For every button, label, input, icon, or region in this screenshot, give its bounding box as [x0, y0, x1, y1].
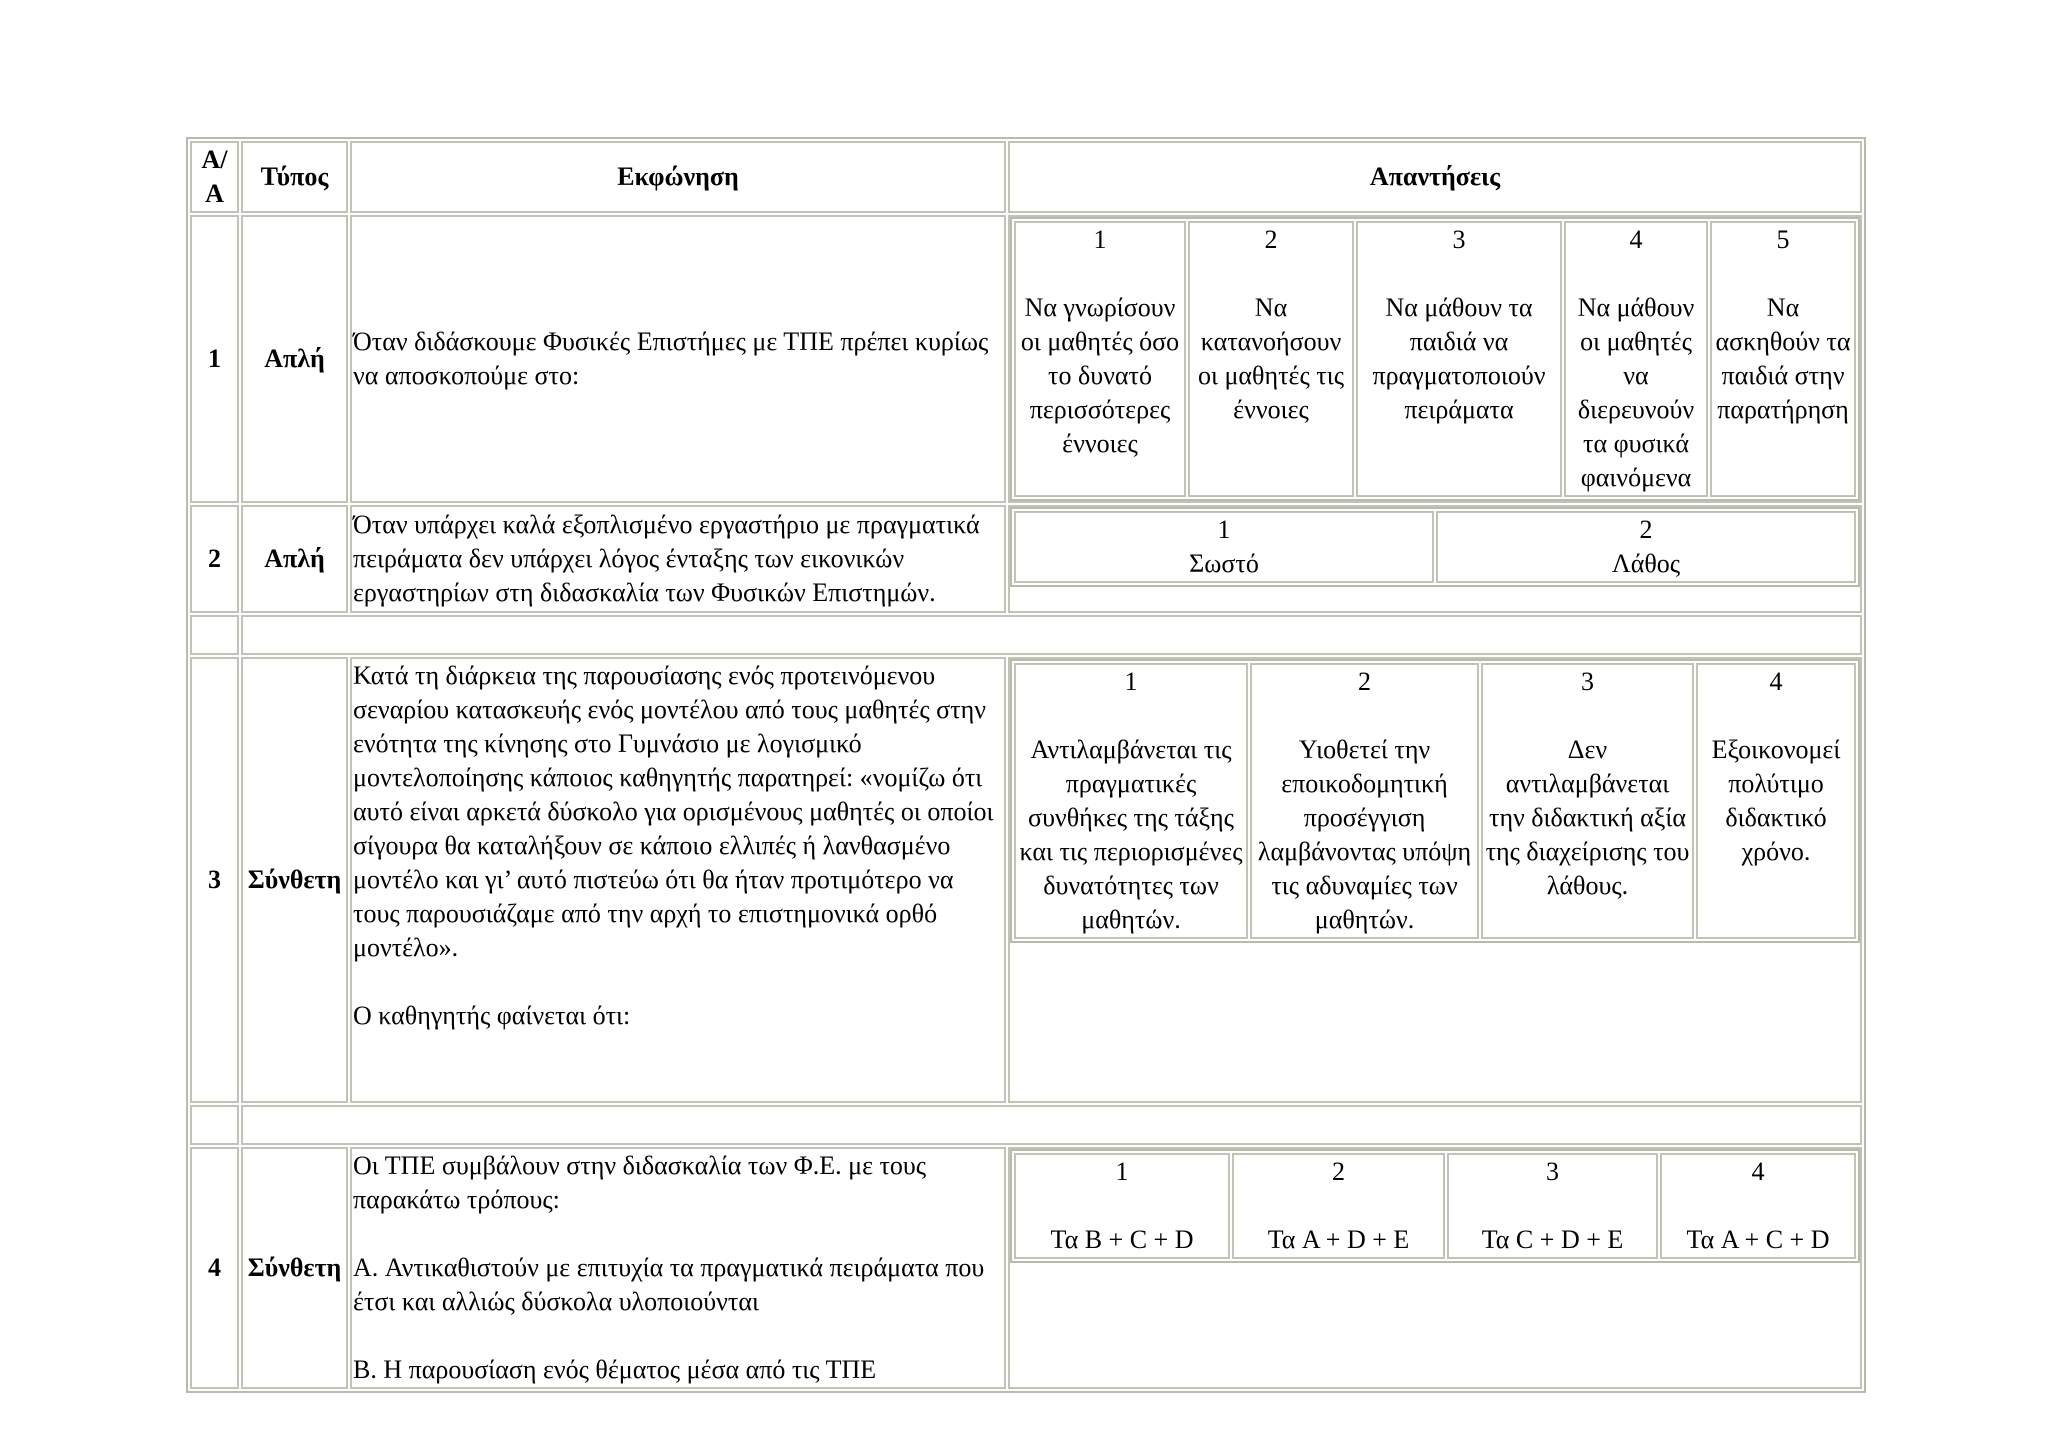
answer-option[interactable]: [1188, 221, 1354, 497]
row-type: Απλή: [241, 505, 348, 613]
option-number: 2: [1639, 515, 1653, 544]
option-text: Να γνωρίσουν οι μαθητές όσο το δυνατό περισσότερες έννοιες: [1020, 293, 1180, 458]
row-type: Σύνθετη: [241, 657, 348, 1103]
question-paragraph: Όταν υπάρχει καλά εξοπλισμένο εργαστήριο με πραγματικά πειράματα δεν υπάρχει λόγος ένταξης των εικονικών εργαστηρίων στη διδασκαλία των Φυσικών Επιστημών.: [353, 510, 980, 607]
option-number: 2: [1264, 225, 1278, 254]
option-text: Να μάθουν οι μαθητές να διερευνούν τα φυσικά φαινόμενα: [1577, 293, 1695, 492]
table-row: [190, 657, 1862, 1103]
option-text: Αντιλαμβάνεται τις πραγματικές συνθήκες της τάξης και τις περιορισμένες δυνατότητες των μαθητών.: [1019, 735, 1243, 934]
answer-option[interactable]: [1014, 1153, 1230, 1259]
option-text: Υιοθετεί την εποικοδομητική προσέγγιση λαμβάνοντας υπόψη τις αδυναμίες των μαθητών.: [1257, 735, 1472, 934]
question-paragraph: Οι ΤΠΕ συμβάλουν στην διδασκαλία των Φ.Ε. με τους παρακάτω τρόπους:: [353, 1151, 927, 1214]
option-number: 3: [1581, 667, 1594, 696]
option-number: 5: [1776, 225, 1790, 254]
option-text: Να κατανοήσουν οι μαθητές τις έννοιες: [1197, 293, 1344, 424]
answer-options: [1010, 1149, 1860, 1263]
answer-option[interactable]: [1447, 1153, 1658, 1259]
option-number: 1: [1217, 515, 1231, 544]
row-number: 1: [190, 215, 239, 503]
answer-options: [1010, 659, 1860, 943]
header-answers: Απαντήσεις: [1008, 141, 1862, 213]
option-text: Να ασκηθούν τα παιδιά στην παρατήρηση: [1715, 293, 1851, 424]
answers-cell: [1008, 657, 1862, 1103]
answer-options: [1010, 217, 1860, 501]
table-row: [190, 1147, 1862, 1389]
option-number: 4: [1629, 225, 1643, 254]
spacer-row: [190, 615, 1862, 655]
answer-option[interactable]: [1232, 1153, 1445, 1259]
question-text: [350, 1147, 1006, 1389]
row-number: 4: [190, 1147, 239, 1389]
question-text: [350, 505, 1006, 613]
row-type: Σύνθετη: [241, 1147, 348, 1389]
option-number: 1: [1124, 667, 1138, 696]
option-number: 1: [1093, 225, 1107, 254]
answer-option[interactable]: [1660, 1153, 1856, 1259]
option-number: 3: [1452, 225, 1466, 254]
row-type: Απλή: [241, 215, 348, 503]
table-row: [190, 215, 1862, 503]
answer-options: [1010, 507, 1860, 587]
question-paragraph: Όταν διδάσκουμε Φυσικές Επιστήμες με ΤΠΕ πρέπει κυρίως να αποσκοπούμε στο:: [353, 327, 989, 390]
question-paragraph: A. Αντικαθιστούν με επιτυχία τα πραγματικά πειράματα που έτσι και αλλιώς δύσκολα υλοποιούνται: [353, 1253, 985, 1316]
question-text: [350, 215, 1006, 503]
question-text: [350, 657, 1006, 1103]
row-number: 2: [190, 505, 239, 613]
answer-option[interactable]: [1481, 663, 1694, 939]
option-text: Δεν αντιλαμβάνεται την διδακτική αξία της διαχείρισης του λάθους.: [1485, 735, 1690, 900]
option-text: Τα B + C + D: [1050, 1225, 1194, 1254]
answers-cell: [1008, 1147, 1862, 1389]
answer-option[interactable]: [1014, 663, 1248, 939]
option-number: 1: [1115, 1157, 1129, 1186]
option-text: Να μάθουν τα παιδιά να πραγματοποιούν πειράματα: [1372, 293, 1546, 424]
question-paragraph: B. Η παρουσίαση ενός θέματος μέσα από τις ΤΠΕ: [353, 1355, 877, 1384]
answer-option[interactable]: [1436, 511, 1856, 583]
option-text: Εξοικονομεί πολύτιμο διδακτικό χρόνο.: [1711, 735, 1841, 866]
header-aa: Α/Α: [190, 141, 239, 213]
option-text: Λάθος: [1611, 549, 1681, 578]
spacer-row: [190, 1105, 1862, 1145]
answers-cell: [1008, 505, 1862, 613]
answer-option[interactable]: [1250, 663, 1479, 939]
question-paragraph: Κατά τη διάρκεια της παρουσίασης ενός προτεινόμενου σεναρίου κατασκευής ενός μοντέλου από τους μαθητές στην ενότητα της κίνησης στο Γυμνάσιο με λογισμικό μοντελοποίησης κάποιος καθηγητής παρατηρεί: «νομίζω ότι αυτό είναι αρκετά δύσκολο για ορισμένους μαθητές οι οποίοι σίγουρα θα καταλήξουν σε κάποιο ελλιπές ή λανθασμένο μοντέλο και γι’ αυτό πιστεύω ότι θα ήταν προτιμότερο να τους παρουσιάζαμε από την αρχή το επιστημονικά ορθό μοντέλο».: [353, 661, 994, 962]
header-question: Εκφώνηση: [350, 141, 1006, 213]
option-number: 2: [1358, 667, 1371, 696]
row-number: 3: [190, 657, 239, 1103]
answer-option[interactable]: [1014, 511, 1434, 583]
option-number: 4: [1751, 1157, 1765, 1186]
quiz-table: [186, 137, 1866, 1393]
answer-option[interactable]: [1710, 221, 1856, 497]
option-text: Τα C + D + E: [1481, 1225, 1624, 1254]
option-number: 4: [1769, 667, 1783, 696]
answer-option[interactable]: [1696, 663, 1856, 939]
option-text: Τα A + C + D: [1686, 1225, 1830, 1254]
answer-option[interactable]: [1014, 221, 1186, 497]
header-row: [190, 141, 1862, 213]
answer-option[interactable]: [1564, 221, 1708, 497]
header-type: Τύπος: [241, 141, 348, 213]
option-text: Σωστό: [1189, 549, 1259, 578]
option-text: Τα A + D + E: [1267, 1225, 1410, 1254]
option-number: 3: [1546, 1157, 1559, 1186]
answer-option[interactable]: [1356, 221, 1562, 497]
option-number: 2: [1332, 1157, 1345, 1186]
question-paragraph: Ο καθηγητής φαίνεται ότι:: [353, 1001, 631, 1030]
table-row: [190, 505, 1862, 613]
answers-cell: [1008, 215, 1862, 503]
